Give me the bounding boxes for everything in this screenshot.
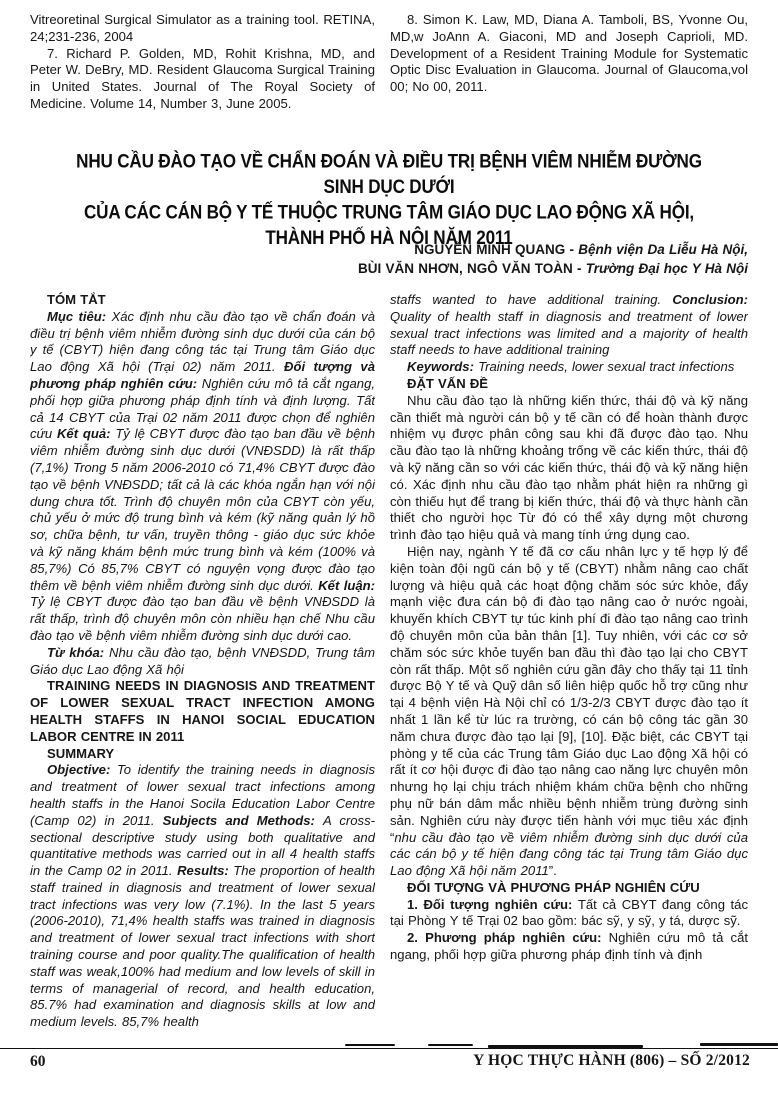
text-run: The proportion of health staff trained in diagnosis and treatment of lower sexual tract infections was very low (7.1%). In the last 5 years (2006-2010), 71,4% health staffs was trained in diagnosis and treatment of lower sexual tract infections with short training course and poor quality.The qualification of health staff was weak,100% had medium and low levels of skill in terms of managerial of record, and health education, 85.7% had examination and diagnosis skills at low and medium levels. 85,7% health <box>30 863 375 1030</box>
text-run: ĐỐI TƯỢNG VÀ PHƯƠNG PHÁP NGHIÊN CỨU <box>407 879 700 895</box>
section-heading <box>390 880 748 897</box>
references-column-left <box>30 12 375 113</box>
paragraph <box>390 393 748 544</box>
paragraph <box>30 762 375 1031</box>
section-heading <box>390 376 748 393</box>
paragraph <box>390 12 748 96</box>
paragraph <box>30 259 748 278</box>
text-run: Bệnh viện Da Liễu Hà Nội, <box>578 242 748 257</box>
journal-title: Y HỌC THỰC HÀNH (806) – SỐ 2/2012 <box>473 1052 750 1069</box>
text-run: 7. Richard P. Golden, MD, Rohit Krishna, MD, and Peter W. DeBry, MD. Resident Glaucoma Surgical Training in United States. Journal of The Royal Society of Medicine. Volume 14, Number 3, June 2005. <box>30 45 375 111</box>
text-run: Trường Đại học Y Hà Nội <box>585 261 748 276</box>
text-run: Từ khóa: <box>47 644 109 660</box>
paragraph <box>30 240 748 259</box>
text-run: Conclusion: <box>672 292 748 307</box>
text-run: Mục tiêu: <box>47 308 112 324</box>
paragraph <box>390 359 748 376</box>
text-run: Subjects and Methods: <box>162 812 324 828</box>
text-run: Tỷ lệ CBYT được đào tạo ban đầu về bệnh VNĐSDD là rất thấp, trình độ chuyên môn còn nhiều hạn chế Nhu cầu đào tạo về bệnh viêm nhiễm đường sinh dục dưới cao. <box>30 594 375 643</box>
references-column-right <box>390 12 748 113</box>
scan-artifact <box>700 1043 778 1046</box>
text-run: Quality of health staff in diagnosis and treatment of lower sexual tract infections was limited and a majority of health staff needs to have additional training <box>390 308 748 358</box>
text-run: TRAINING NEEDS IN DIAGNOSIS AND TREATMENT OF LOWER SEXUAL TRACT INFECTION AMONG HEALTH STAFFS IN HANOI SOCIAL EDUCATION LABOR CENTRE IN 2011 <box>30 678 375 744</box>
text-run: Xác định nhu cầu đào tạo về chẩn đoán và điều trị bệnh viêm nhiễm đường sinh dục dưới của cán bộ y tế (CBYT) hiện đang công tác tại Trung tâm Giáo dục Lao động Xã hội (Trại 02) năm 2011. <box>30 308 375 375</box>
text-run: Nghiên cứu mô tả cắt ngang, phối hợp giữa phương pháp định tính và định lượng. Tất cả 14 CBYT của Trại 02 năm 2011 được chọn để nghiên cứu <box>30 375 375 442</box>
page-number: 60 <box>30 1053 46 1070</box>
paragraph <box>390 544 748 880</box>
paragraph <box>390 897 748 931</box>
paragraph <box>390 930 748 964</box>
title-line: CỦA CÁC CÁN BỘ Y TẾ THUỘC TRUNG TÂM GIÁO DỤC LAO ĐỘNG XÃ HỘI, <box>83 202 695 224</box>
title-line: THÀNH PHỐ HÀ NỘI NĂM 2011 <box>265 227 513 250</box>
scan-artifact <box>488 1045 643 1048</box>
text-run: Results: <box>177 863 234 879</box>
body-column-right <box>390 292 748 1042</box>
text-run: Training needs, lower sexual tract infections <box>478 359 735 375</box>
section-heading <box>30 746 375 763</box>
text-run: TÓM TẮT <box>47 292 106 307</box>
paragraph <box>30 678 375 745</box>
text-run: 2. Phương pháp nghiên cứu: <box>407 930 609 946</box>
paragraph <box>30 46 375 113</box>
footer-rule <box>0 1048 778 1049</box>
references-section <box>30 12 748 113</box>
body-column-left <box>30 292 375 1042</box>
text-run: Vitreoretinal Surgical Simulator as a training tool. RETINA, 24;231-236, 2004 <box>30 12 375 44</box>
scan-artifact <box>428 1044 473 1046</box>
section-heading <box>30 292 375 309</box>
text-run: To identify the training needs in diagnosis and treatment of lower sexual tract infections among health staffs in the Hanoi Socila Education Labor Centre (Camp 02) in 2011. <box>30 762 375 828</box>
text-run: Hiện nay, ngành Y tế đã cơ cấu nhân lực y tế hợp lý để kiện toàn đội ngũ cán bộ y tế (CBYT) nhằm nâng cao chất lượng và hiệu quả các hoạt động chăm sóc sức khỏe, đẩy mạnh việc đưa cán bộ đi đào tạo nâng cao ở nước ngoài, khuyến khích CBYT tự túc kinh phí đi đào tạo nâng cao trình độ chuyên môn của bản thân [1]. Tuy nhiên, với các cơ sở chăm sóc sức khỏe tuyến ban đầu thì đào tạo lại cho CBYT còn rất thấp. Một số nghiên cứu gần đây cho thấy tại 11 tỉnh được Bộ Y tế và Quỹ dân số liên hiệp quốc hỗ trợ cũng như tại 4 bệnh viện Hà Nội chỉ có 1/3-2/3 CBYT được đào tạo ít nhất 1 lần kể từ lúc ra trường, có cán bộ công tác gần 30 năm chưa được đào tạo lại [9], [10]. Đặc biệt, các CBYT tại phòng y tế của các Trung tâm Giáo dục Lao động Xã hội có rất ít cơ hội được đi đào tạo nâng cao năng lực chuyên môn nhưng họ lại chịu trách nhiệm khám chữa bệnh cho những phụ nữ bán dâm mắc nhiều bệnh nhiễm trùng đường sinh sản. Nghiên cứu này được tiến hành với mục tiêu xác định “ <box>390 543 748 845</box>
paragraph <box>390 292 748 359</box>
article-title <box>66 146 712 251</box>
text-run: Nhu cầu đào tạo, bệnh VNĐSDD, Trung tâm Giáo dục Lao động Xã hội <box>30 644 375 677</box>
text-run: A cross-sectional descriptive study using both qualitative and quantitative methods was carried out in all 4 health staffs in the Camp 02 in 2011. <box>30 812 375 879</box>
text-run: Nhu cầu đào tạo là những kiến thức, thái độ và kỹ năng cần thiết mà người cán bộ y tế cần có để hoàn thành được nhiệm vụ được phân công sau khi đã được đào tạo. Nhu cầu đào tạo là những khoảng trống về các kiến thức, thái độ và kỹ năng cần so với các kiến thức, thái độ và kỹ năng hiện có. Xác định nhu cầu đào tạo nhằm phát hiện ra những gì còn thiếu hụt để trang bị kiến thức, thái độ và thực hành cần thiết cho người học Từ đó có thể xây dựng một chương trình đào tạo hiệu quả và mang tính ứng dụng cao. <box>390 392 748 543</box>
text-run: Đối tượng và phương pháp nghiên cứu: <box>30 359 375 391</box>
paragraph <box>30 645 375 679</box>
title-line: NHU CẦU ĐÀO TẠO VỀ CHẨN ĐOÁN VÀ ĐIỀU TRỊ BỆNH VIÊM NHIỄM ĐƯỜNG SINH DỤC DƯỚI <box>76 151 702 199</box>
text-run: staffs wanted to have additional training. <box>390 292 673 307</box>
text-run: Tỷ lệ CBYT được đào tạo ban đầu về bệnh viêm nhiễm đường sinh dục dưới (VNĐSDD) là rất thấp (7,1%) Trong 5 năm 2006-2010 có 71,4% CBYT được đào tạo về bệnh VNĐSDD; tất cả là các khóa ngắn hạn với nội dung chưa tốt. Trình độ chuyên môn của CBYT còn yếu, chủ yếu ở mức độ trung bình và kém (kỹ năng quản lý hồ sơ, chữa bệnh, tư vấn, truyền thông - giáo dục sức khỏe và kỹ năng khám bệnh mức trung bình và kém (100% và 85,7%) Có 85,7% CBYT có nguyện vọng được đào tạo thêm về bệnh viêm nhiễm đường sinh dục dưới. <box>30 426 375 593</box>
text-run: 1. Đối tượng nghiên cứu: <box>407 896 578 912</box>
text-run: nhu cầu đào tạo về viêm nhiễm đường sinh dục dưới của các cán bộ y tế hiện đang công tác tại Trung tâm Giáo dục Lao động Xã hội năm 2011 <box>390 829 748 879</box>
text-run: ĐẶT VẤN ĐỀ <box>407 375 489 391</box>
text-run: Kết quả: <box>56 426 116 442</box>
paragraph <box>30 309 375 645</box>
text-run: Tất cả CBYT đang công tác tại Phòng Y tế Trại 02 bao gồm: bác sỹ, y sỹ, y tá, dược sỹ. <box>390 896 748 929</box>
authors-block <box>30 240 748 278</box>
text-run: Objective: <box>47 762 117 778</box>
article-body <box>30 292 748 1042</box>
text-run: Nghiên cứu mô tả cắt ngang, phối hợp giữa phương pháp định tính và định <box>390 930 748 963</box>
text-run: Kết luận: <box>318 577 375 593</box>
text-run: SUMMARY <box>47 745 115 761</box>
text-run: 8. Simon K. Law, MD, Diana A. Tamboli, BS, Yvonne Ou, MD,w JoAnn A. Giaconi, MD and Joseph Caprioli, MD. Development of a Resident Training Module for Systematic Optic Disc Evaluation in Glaucoma. Journal of Glaucoma,vol 00; No 00, 2011. <box>390 12 748 95</box>
text-run: ”. <box>548 863 557 879</box>
text-run: BÙI VĂN NHƠN, NGÔ VĂN TOÀN - <box>357 261 586 276</box>
paragraph <box>30 12 375 46</box>
text-run: NGUYỄN MINH QUANG - <box>414 242 579 257</box>
scan-artifact <box>345 1044 395 1046</box>
text-run: Keywords: <box>407 359 479 375</box>
